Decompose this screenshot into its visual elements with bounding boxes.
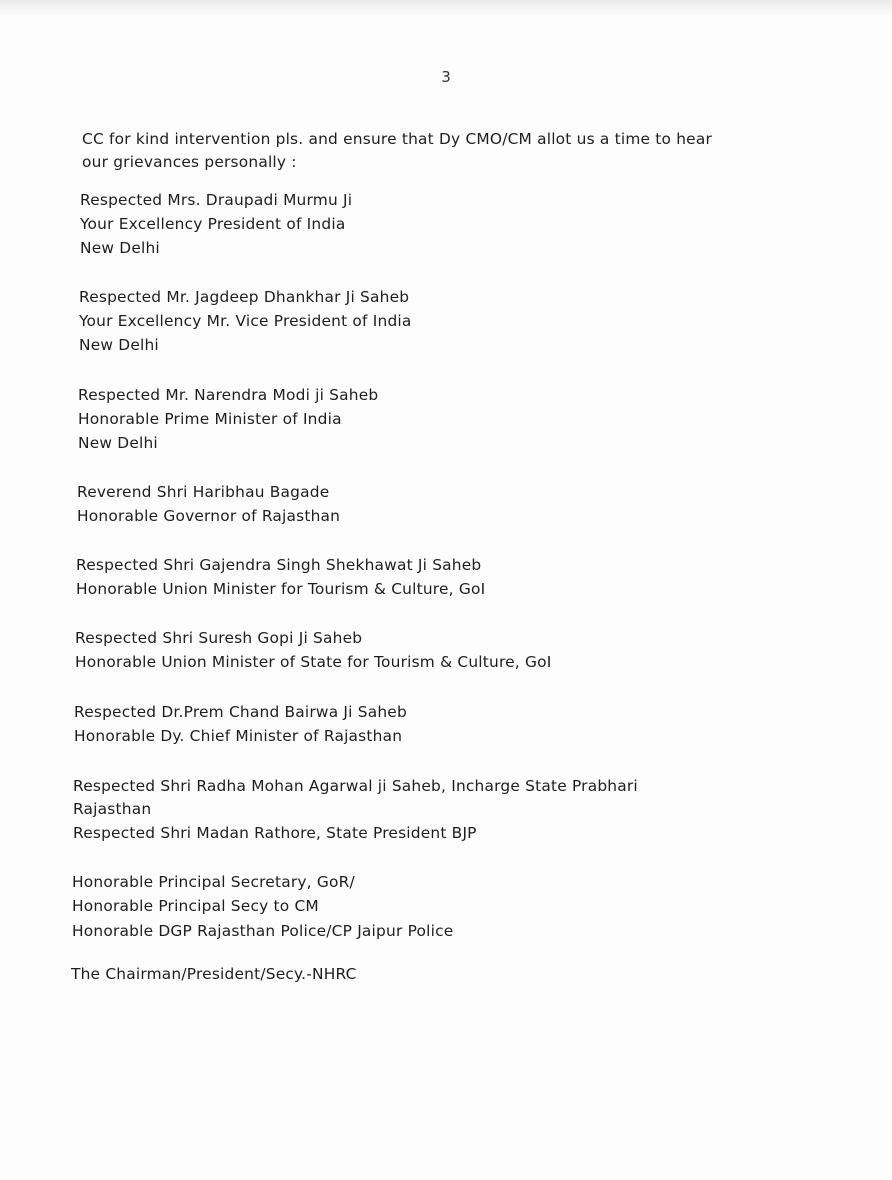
recipient-line: Respected Dr.Prem Chand Bairwa Ji Saheb bbox=[74, 703, 407, 721]
recipient-line: New Delhi bbox=[80, 239, 160, 257]
recipient-line: Honorable Union Minister for Tourism & Culture, GoI bbox=[76, 580, 486, 598]
recipient-line: Respected Shri Suresh Gopi Ji Saheb bbox=[75, 629, 363, 647]
recipient-line: Reverend Shri Haribhau Bagade bbox=[77, 483, 330, 501]
recipient-line: New Delhi bbox=[78, 434, 158, 452]
recipient-line: Honorable Dy. Chief Minister of Rajasthan bbox=[74, 727, 403, 745]
page-number: 3 bbox=[441, 68, 451, 86]
recipient-line: Your Excellency President of India bbox=[80, 215, 346, 233]
recipient-line: Respected Shri Radha Mohan Agarwal ji Saheb, Incharge State Prabhari bbox=[73, 777, 638, 795]
recipient-line: Honorable Prime Minister of India bbox=[78, 410, 342, 428]
recipient-line: Honorable Governor of Rajasthan bbox=[77, 507, 341, 525]
recipient-line: Respected Shri Gajendra Singh Shekhawat Ji Saheb bbox=[76, 556, 482, 574]
recipient-line: Honorable DGP Rajasthan Police/CP Jaipur Police bbox=[72, 922, 454, 940]
recipient-line: New Delhi bbox=[79, 336, 159, 354]
recipient-line: Your Excellency Mr. Vice President of India bbox=[79, 312, 412, 330]
intro-line: our grievances personally : bbox=[82, 153, 297, 171]
recipient-line: Respected Mr. Narendra Modi ji Saheb bbox=[78, 386, 379, 404]
recipient-line: Honorable Principal Secretary, GoR/ bbox=[72, 873, 355, 891]
recipient-line: Rajasthan bbox=[73, 800, 152, 818]
recipient-line: Respected Mrs. Draupadi Murmu Ji bbox=[80, 191, 353, 209]
recipient-line: Respected Shri Madan Rathore, State President BJP bbox=[73, 824, 477, 842]
recipient-line: The Chairman/President/Secy.-NHRC bbox=[71, 965, 357, 983]
recipient-line: Honorable Union Minister of State for Tourism & Culture, GoI bbox=[75, 653, 552, 671]
intro-line: CC for kind intervention pls. and ensure that Dy CMO/CM allot us a time to hear bbox=[82, 130, 712, 148]
recipient-line: Honorable Principal Secy to CM bbox=[72, 897, 319, 915]
recipient-line: Respected Mr. Jagdeep Dhankhar Ji Saheb bbox=[79, 288, 410, 306]
